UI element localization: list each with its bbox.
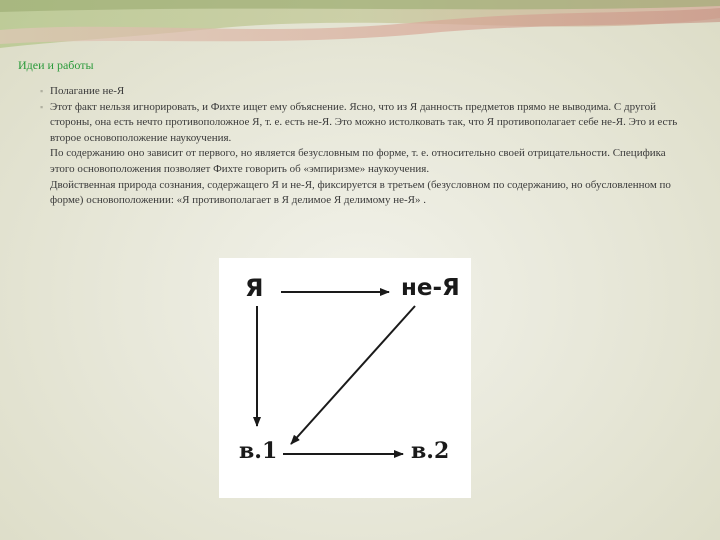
bullet-heading: Полагание не-Я [50, 85, 125, 97]
slide-content [40, 84, 680, 209]
bullet-icon: ▪ [40, 86, 44, 96]
bullet-item [40, 84, 680, 100]
decorative-header-swoosh [0, 0, 720, 60]
node-ya: Я [245, 274, 264, 302]
bullet-icon: ▪ [40, 101, 44, 112]
arrow-neya-to-v1 [291, 306, 415, 444]
slide-title: Идеи и работы [18, 58, 94, 72]
bullet-item [40, 100, 680, 147]
node-v1: в.1 [239, 438, 278, 464]
dialectic-diagram [219, 258, 471, 498]
paragraph-2: По содержанию оно зависит от первого, но является безусловным по форме, т. е. относительно своей отрицательности. Специфика этого основоположения позволяет Фихте говорить об «эмпиризме» наукоучения. [50, 147, 666, 175]
paragraph-3: Двойственная природа сознания, содержащего Я и не-Я, фиксируется в третьем (безусловном по содержанию, но обусловленном по форме) основоположении: «Я противополагает в Я делимое Я делимому не-Я» . [50, 178, 671, 207]
node-ne-ya: не-Я [401, 275, 460, 301]
paragraph-1: Этот факт нельзя игнорировать, и Фихте ищет ему объяснение. Ясно, что из Я данность предметов прямо не выводима. С другой стороны, она есть нечто противоположное Я, т. е. есть не-Я. Это можно истолковать так, что Я противополагает себе не-Я. Это и есть второе основоположение наукоучения. [50, 100, 678, 144]
node-v2: в.2 [411, 438, 450, 464]
